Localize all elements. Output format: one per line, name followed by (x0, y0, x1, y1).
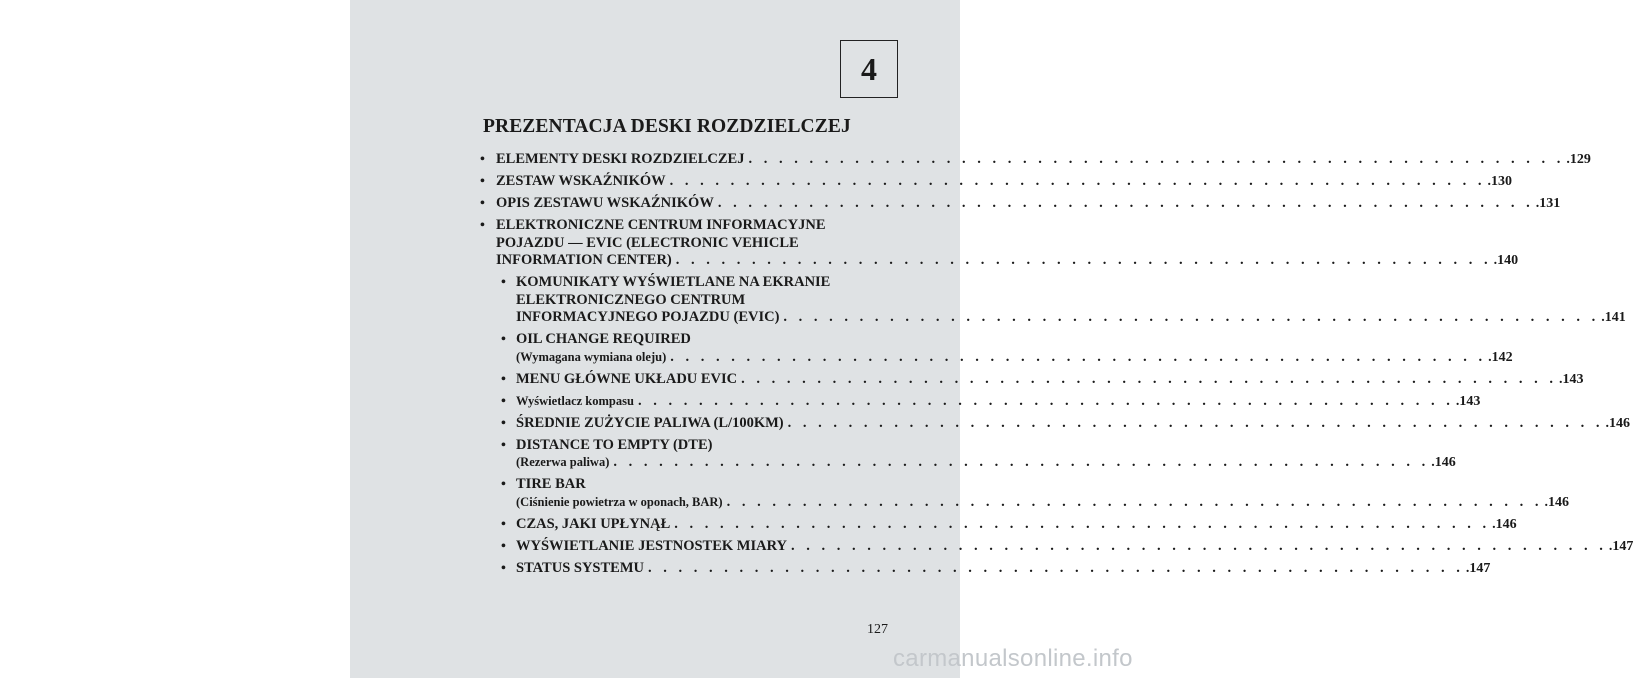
dot-leader (676, 252, 1492, 270)
toc-page-number: .147 (1608, 538, 1633, 554)
toc-entry-line (516, 537, 1633, 556)
bullet-icon: • (501, 477, 506, 492)
dot-leader (648, 560, 1464, 578)
toc-entry[interactable] (478, 476, 1569, 511)
toc-entry-line (496, 252, 1519, 270)
toc-entry[interactable] (478, 414, 1630, 433)
toc-page-number: .140 (1493, 253, 1519, 268)
blank-left-page (0, 0, 350, 678)
toc-entry-line (516, 454, 1456, 472)
dot-leader (791, 538, 1607, 556)
bullet-icon: • (501, 275, 506, 290)
bullet-icon: • (480, 174, 485, 189)
bullet-icon: • (501, 393, 506, 409)
bullet-icon: • (501, 332, 506, 347)
toc-entry[interactable] (478, 393, 1481, 411)
toc-entry-text: (Ciśnienie powietrza w oponach, BAR) (516, 494, 723, 509)
toc-entry-line (516, 559, 1491, 578)
manual-page (350, 0, 1633, 678)
dot-leader (613, 454, 1429, 472)
toc-entry-line (516, 494, 1569, 512)
toc-entry-text: OIL CHANGE REQUIRED (516, 331, 691, 347)
toc-entry-line (496, 151, 1591, 169)
toc-page-number: .146 (1492, 516, 1517, 532)
page-number: 127 (867, 622, 888, 637)
toc-page-number: .146 (1605, 415, 1630, 431)
toc-entry-text: STATUS SYSTEMU (516, 559, 644, 576)
dot-leader (718, 195, 1534, 213)
toc-page-number: .129 (1566, 152, 1591, 167)
dot-leader (670, 173, 1486, 191)
toc-entry[interactable] (478, 173, 1512, 191)
toc-page-number: .146 (1431, 455, 1456, 470)
toc-entry-line (516, 349, 1513, 367)
table-of-contents (478, 151, 1633, 582)
toc-entry[interactable] (478, 436, 1456, 472)
toc-entry[interactable] (478, 217, 1519, 270)
dot-leader (638, 393, 1454, 411)
toc-entry[interactable] (478, 537, 1633, 556)
dot-leader (748, 151, 1564, 169)
toc-entry-line (516, 393, 1481, 411)
dot-leader (783, 309, 1599, 327)
dot-leader (727, 494, 1543, 512)
bullet-icon: • (480, 218, 485, 233)
toc-page-number: .146 (1544, 494, 1569, 510)
toc-entry[interactable] (478, 559, 1491, 578)
toc-entry-text: INFORMACYJNEGO POJAZDU (EVIC) (516, 309, 780, 325)
toc-page-number: .130 (1487, 174, 1512, 189)
toc-entry-text: WYŚWIETLANIE JESTNOSTEK MIARY (516, 537, 788, 554)
dot-leader (674, 516, 1490, 534)
toc-entry[interactable] (478, 274, 1626, 327)
toc-entry-line (516, 515, 1517, 534)
toc-entry-text: INFORMATION CENTER) (496, 252, 672, 268)
toc-entry-text: MENU GŁÓWNE UKŁADU EVIC (516, 370, 738, 387)
toc-entry[interactable] (478, 195, 1561, 213)
bullet-icon: • (501, 415, 506, 431)
toc-entry-text: ZESTAW WSKAŹNIKÓW (496, 173, 666, 189)
toc-page-number: .141 (1601, 310, 1626, 325)
toc-entry-text: DISTANCE TO EMPTY (DTE) (516, 436, 713, 453)
bullet-icon: • (501, 371, 506, 387)
toc-entry-text: Wyświetlacz kompasu (516, 393, 634, 408)
toc-page-number: .147 (1465, 560, 1491, 576)
bullet-icon: • (501, 516, 506, 532)
toc-entry-text: (Wymagana wymiana oleju) (516, 349, 667, 364)
bullet-icon: • (480, 196, 485, 211)
toc-entry-line (516, 309, 1626, 327)
toc-entry-text: ŚREDNIE ZUŻYCIE PALIWA (L/100KM) (516, 414, 784, 431)
toc-entry-line (516, 414, 1630, 433)
toc-entry-text: POJAZDU — EVIC (ELECTRONIC VEHICLE (496, 234, 799, 251)
dot-leader (670, 349, 1486, 367)
toc-page-number: .143 (1559, 371, 1584, 387)
toc-page-number: .131 (1535, 196, 1561, 211)
toc-entry-text: (Rezerwa paliwa) (516, 455, 610, 469)
toc-page-number: .142 (1488, 349, 1513, 365)
toc-entry-text: OPIS ZESTAWU WSKAŹNIKÓW (496, 195, 714, 211)
bullet-icon: • (501, 560, 506, 576)
toc-entry-line (496, 195, 1561, 213)
toc-entry-text: ELEMENTY DESKI ROZDZIELCZEJ (496, 151, 745, 167)
toc-entry-text: ELEKTRONICZNE CENTRUM INFORMACYJNE (496, 217, 826, 233)
section-heading: PREZENTACJA DESKI ROZDZIELCZEJ (483, 116, 851, 137)
toc-entry-text: KOMUNIKATY WYŚWIETLANE NA EKRANIE (516, 274, 831, 290)
toc-entry[interactable] (478, 515, 1517, 534)
toc-entry[interactable] (478, 331, 1513, 366)
toc-entry[interactable] (478, 151, 1591, 169)
toc-entry-text: ELEKTRONICZNEGO CENTRUM (516, 291, 746, 308)
dot-leader (741, 371, 1557, 389)
bullet-icon: • (501, 538, 506, 554)
toc-entry-text: TIRE BAR (516, 476, 586, 492)
toc-entry-text: CZAS, JAKI UPŁYNĄŁ (516, 515, 671, 532)
dot-leader (788, 415, 1604, 433)
toc-entry-line (496, 173, 1512, 191)
watermark: carmanualsonline.info (893, 645, 1133, 672)
toc-entry-line (516, 370, 1584, 389)
chapter-number-box: 4 (840, 40, 898, 98)
toc-page-number: .143 (1455, 393, 1481, 409)
bullet-icon: • (480, 152, 485, 167)
toc-entry[interactable] (478, 370, 1584, 389)
bullet-icon: • (501, 437, 506, 453)
